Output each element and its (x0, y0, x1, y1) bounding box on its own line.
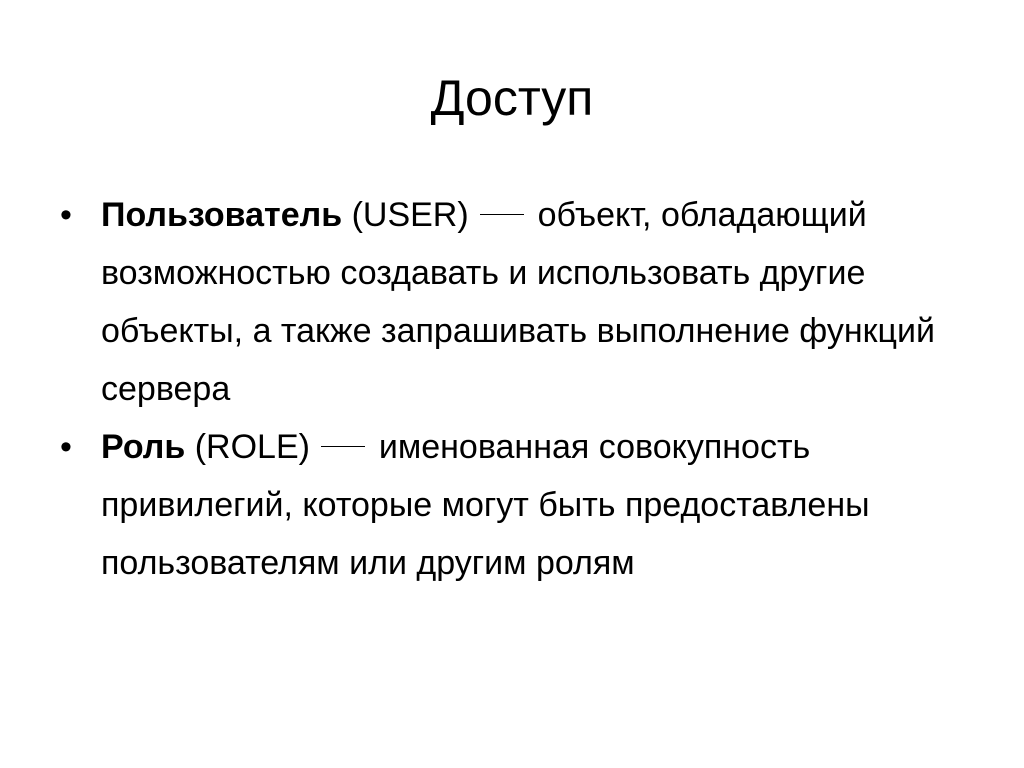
slide-title: Доступ (430, 70, 594, 126)
bullet-list (60, 186, 960, 592)
term-abbr-user: (USER) (351, 196, 469, 234)
bullet-dot-icon: • (60, 196, 72, 234)
bullet-item-role (60, 418, 960, 592)
definition-user: объект, обладающий возможностью создавать и использовать другие объекты, а также запрашивать выполнение функций сервера (101, 196, 935, 408)
definition-role: именованная совокупность привилегий, которые могут быть предоставлены пользователям или другим ролям (101, 428, 870, 582)
bullet-item-user (60, 186, 960, 418)
em-dash-line (321, 446, 365, 447)
bullet-dot-icon: • (60, 428, 72, 466)
term-user: Пользователь (101, 196, 343, 234)
term-abbr-role: (ROLE) (194, 428, 310, 466)
term-role: Роль (101, 428, 186, 466)
em-dash-line (480, 214, 524, 215)
